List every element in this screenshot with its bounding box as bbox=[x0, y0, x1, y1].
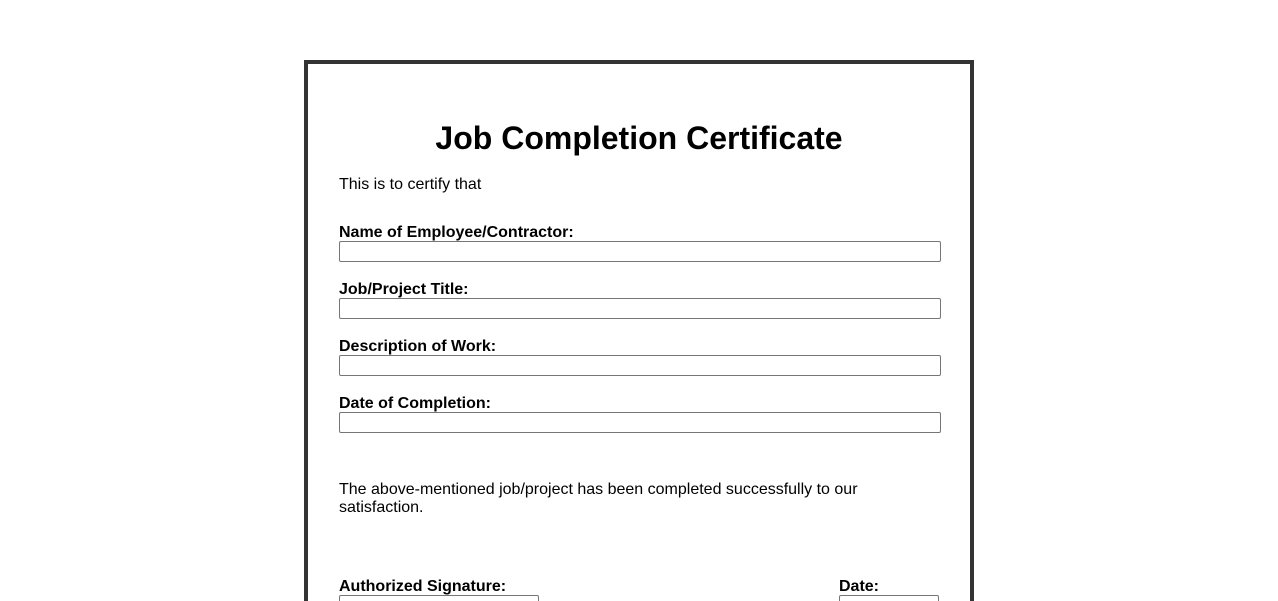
completion-statement: The above-mentioned job/project has been completed successfully to our satisfaction. bbox=[339, 481, 858, 516]
job-title-label: Job/Project Title: bbox=[339, 281, 469, 298]
completion-date-input[interactable] bbox=[339, 412, 941, 433]
signature-input[interactable] bbox=[339, 595, 539, 601]
certificate-title: Job Completion Certificate bbox=[435, 120, 843, 156]
employee-name-input[interactable] bbox=[339, 241, 941, 262]
signature-label: Authorized Signature: bbox=[339, 578, 507, 595]
completion-date-label: Date of Completion: bbox=[339, 395, 491, 412]
signature-date-input[interactable] bbox=[839, 595, 939, 601]
employee-name-label: Name of Employee/Contractor: bbox=[339, 224, 574, 241]
signature-date-label: Date: bbox=[839, 578, 880, 595]
job-title-input[interactable] bbox=[339, 298, 941, 319]
certificate-frame bbox=[304, 60, 974, 601]
description-label: Description of Work: bbox=[339, 338, 497, 355]
intro-text: This is to certify that bbox=[339, 176, 482, 193]
description-input[interactable] bbox=[339, 355, 941, 376]
